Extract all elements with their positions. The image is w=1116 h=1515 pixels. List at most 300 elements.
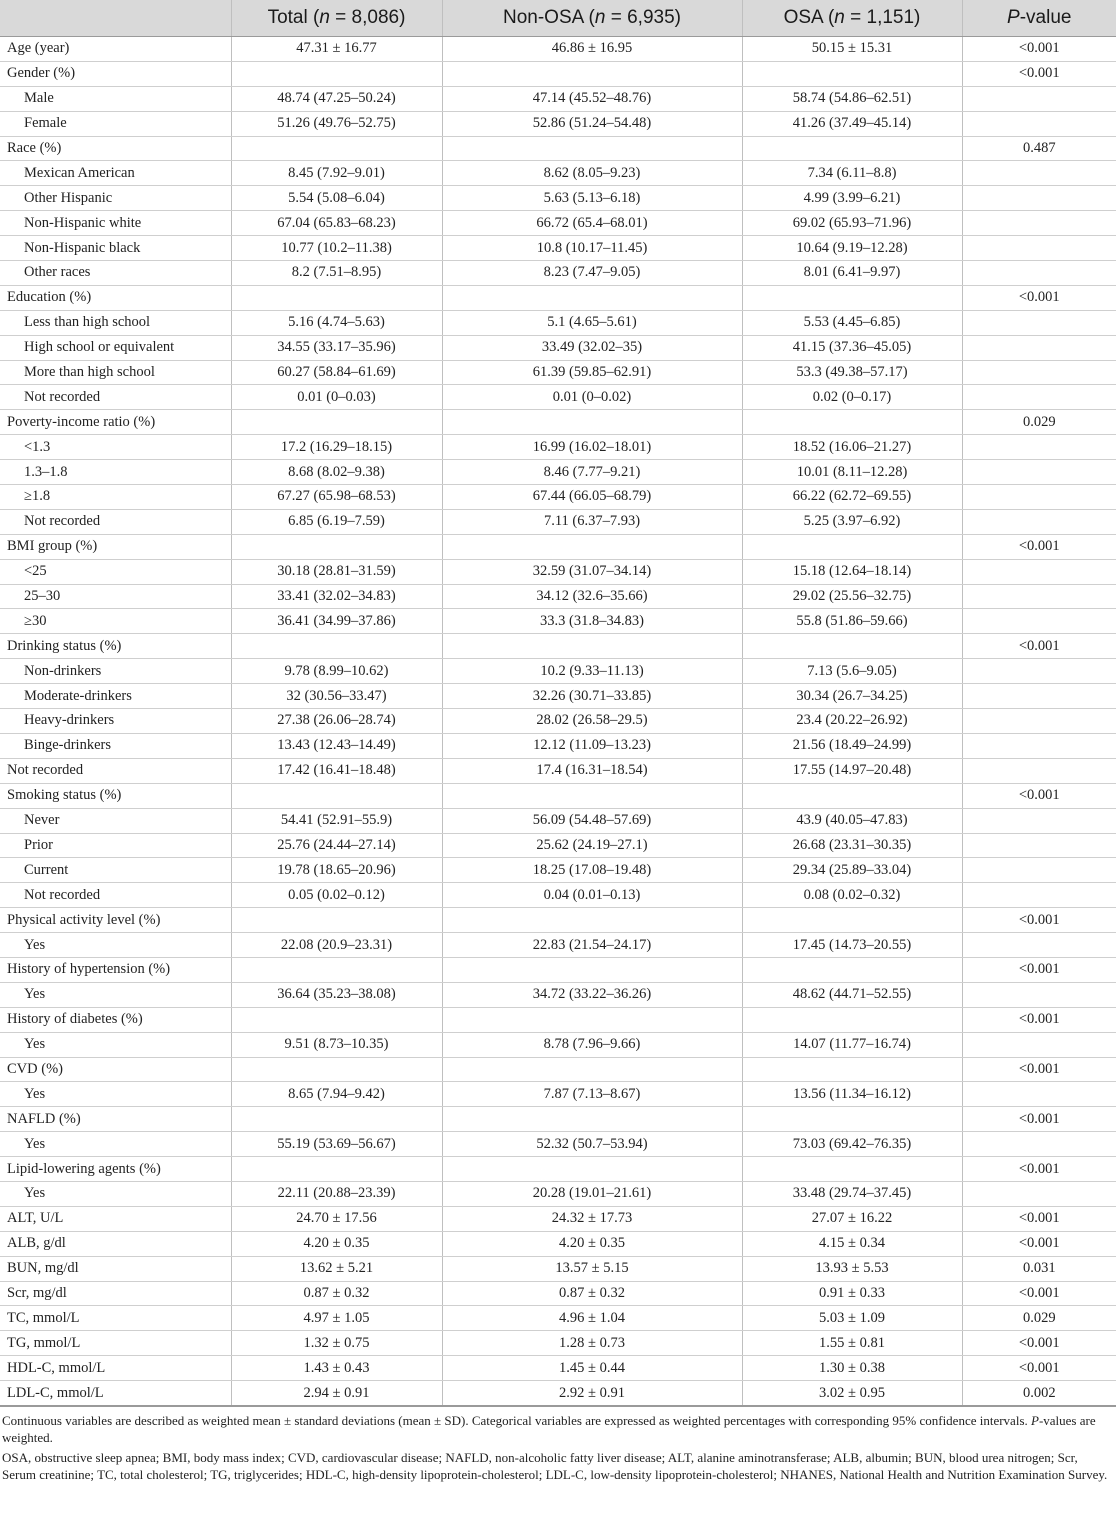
total-cell: 67.27 (65.98–68.53) bbox=[231, 485, 442, 510]
non-osa-cell: 32.59 (31.07–34.14) bbox=[442, 559, 742, 584]
p-value-cell: <0.001 bbox=[962, 1057, 1116, 1082]
non-osa-cell: 7.11 (6.37–7.93) bbox=[442, 509, 742, 534]
row-label: <1.3 bbox=[0, 435, 231, 460]
non-osa-cell: 8.23 (7.47–9.05) bbox=[442, 261, 742, 286]
table-row bbox=[0, 410, 1116, 435]
osa-cell bbox=[742, 1107, 962, 1132]
row-label: LDL-C, mmol/L bbox=[0, 1381, 231, 1406]
p-value-cell: <0.001 bbox=[962, 1107, 1116, 1132]
non-osa-cell: 18.25 (17.08–19.48) bbox=[442, 858, 742, 883]
p-value-cell bbox=[962, 758, 1116, 783]
p-value-cell bbox=[962, 933, 1116, 958]
row-label: Not recorded bbox=[0, 758, 231, 783]
row-label: Not recorded bbox=[0, 509, 231, 534]
total-cell: 48.74 (47.25–50.24) bbox=[231, 86, 442, 111]
row-label: Physical activity level (%) bbox=[0, 908, 231, 933]
table-row bbox=[0, 61, 1116, 86]
osa-cell: 8.01 (6.41–9.97) bbox=[742, 261, 962, 286]
osa-cell bbox=[742, 534, 962, 559]
non-osa-cell: 13.57 ± 5.15 bbox=[442, 1256, 742, 1281]
osa-cell: 33.48 (29.74–37.45) bbox=[742, 1181, 962, 1206]
non-osa-cell: 7.87 (7.13–8.67) bbox=[442, 1082, 742, 1107]
p-value-cell bbox=[962, 659, 1116, 684]
row-label: ≥30 bbox=[0, 609, 231, 634]
row-label: Not recorded bbox=[0, 883, 231, 908]
row-label: Heavy-drinkers bbox=[0, 709, 231, 734]
osa-cell: 7.34 (6.11–8.8) bbox=[742, 161, 962, 186]
total-cell bbox=[231, 1057, 442, 1082]
p-value-cell bbox=[962, 883, 1116, 908]
p-value-cell: <0.001 bbox=[962, 1007, 1116, 1032]
osa-cell: 26.68 (23.31–30.35) bbox=[742, 833, 962, 858]
row-label: Scr, mg/dl bbox=[0, 1281, 231, 1306]
table-row bbox=[0, 360, 1116, 385]
p-value-cell: 0.487 bbox=[962, 136, 1116, 161]
osa-cell: 5.25 (3.97–6.92) bbox=[742, 509, 962, 534]
osa-cell: 1.30 ± 0.38 bbox=[742, 1356, 962, 1381]
table-row bbox=[0, 186, 1116, 211]
row-label: Drinking status (%) bbox=[0, 634, 231, 659]
osa-cell: 27.07 ± 16.22 bbox=[742, 1206, 962, 1231]
row-label: History of diabetes (%) bbox=[0, 1007, 231, 1032]
p-value-cell bbox=[962, 709, 1116, 734]
p-value-cell: 0.031 bbox=[962, 1256, 1116, 1281]
total-cell: 22.11 (20.88–23.39) bbox=[231, 1181, 442, 1206]
row-label: Lipid-lowering agents (%) bbox=[0, 1157, 231, 1182]
table-row bbox=[0, 1057, 1116, 1082]
table-row bbox=[0, 310, 1116, 335]
table-row bbox=[0, 957, 1116, 982]
osa-cell bbox=[742, 410, 962, 435]
osa-cell: 73.03 (69.42–76.35) bbox=[742, 1132, 962, 1157]
total-cell: 67.04 (65.83–68.23) bbox=[231, 211, 442, 236]
osa-cell: 10.64 (9.19–12.28) bbox=[742, 236, 962, 261]
p-value-cell bbox=[962, 236, 1116, 261]
total-cell bbox=[231, 136, 442, 161]
table-row bbox=[0, 211, 1116, 236]
row-label: Less than high school bbox=[0, 310, 231, 335]
row-label: Yes bbox=[0, 1032, 231, 1057]
p-value-cell bbox=[962, 186, 1116, 211]
p-value-cell bbox=[962, 858, 1116, 883]
table-row bbox=[0, 1007, 1116, 1032]
table-row bbox=[0, 783, 1116, 808]
row-label: Binge-drinkers bbox=[0, 733, 231, 758]
row-label: Current bbox=[0, 858, 231, 883]
p-value-cell bbox=[962, 808, 1116, 833]
row-label: Poverty-income ratio (%) bbox=[0, 410, 231, 435]
non-osa-cell bbox=[442, 1007, 742, 1032]
osa-cell: 66.22 (62.72–69.55) bbox=[742, 485, 962, 510]
table-row bbox=[0, 1231, 1116, 1256]
osa-cell bbox=[742, 136, 962, 161]
non-osa-cell: 8.78 (7.96–9.66) bbox=[442, 1032, 742, 1057]
total-cell bbox=[231, 1107, 442, 1132]
osa-cell bbox=[742, 1157, 962, 1182]
p-value-cell bbox=[962, 335, 1116, 360]
non-osa-cell: 1.45 ± 0.44 bbox=[442, 1356, 742, 1381]
osa-cell: 4.15 ± 0.34 bbox=[742, 1231, 962, 1256]
p-value-cell bbox=[962, 982, 1116, 1007]
table-row bbox=[0, 1157, 1116, 1182]
table-row bbox=[0, 161, 1116, 186]
row-label: BMI group (%) bbox=[0, 534, 231, 559]
non-osa-cell: 33.3 (31.8–34.83) bbox=[442, 609, 742, 634]
total-cell: 55.19 (53.69–56.67) bbox=[231, 1132, 442, 1157]
footnote-abbreviations: OSA, obstructive sleep apnea; BMI, body mass index; CVD, cardiovascular disease; NAFLD, non-alcoholic fatty liver disease; ALT, alanine aminotransferase; ALB, albumin; BUN, blood urea nitrogen; Scr, Serum creatinine; TC, total cholesterol; TG, triglycerides; HDL-C, high-density lipoprotein-cholesterol; LDL-C, low-density lipoprotein-cholesterol; NHANES, National Health and Nutrition Examination Survey. bbox=[2, 1449, 1108, 1482]
non-osa-cell: 0.04 (0.01–0.13) bbox=[442, 883, 742, 908]
osa-cell: 29.02 (25.56–32.75) bbox=[742, 584, 962, 609]
table-row bbox=[0, 534, 1116, 559]
p-value-cell bbox=[962, 1181, 1116, 1206]
p-value-cell: <0.001 bbox=[962, 1331, 1116, 1356]
total-cell: 8.45 (7.92–9.01) bbox=[231, 161, 442, 186]
total-cell: 9.78 (8.99–10.62) bbox=[231, 659, 442, 684]
osa-cell: 0.91 ± 0.33 bbox=[742, 1281, 962, 1306]
osa-cell: 15.18 (12.64–18.14) bbox=[742, 559, 962, 584]
total-cell: 13.43 (12.43–14.49) bbox=[231, 733, 442, 758]
total-cell: 17.42 (16.41–18.48) bbox=[231, 758, 442, 783]
table-row bbox=[0, 1206, 1116, 1231]
p-value-cell: 0.029 bbox=[962, 1306, 1116, 1331]
table-row bbox=[0, 609, 1116, 634]
row-label: 25–30 bbox=[0, 584, 231, 609]
table-row bbox=[0, 883, 1116, 908]
row-label: HDL-C, mmol/L bbox=[0, 1356, 231, 1381]
header-non-osa: Non-OSA (n = 6,935) bbox=[442, 0, 742, 37]
p-value-cell: <0.001 bbox=[962, 1231, 1116, 1256]
row-label: TC, mmol/L bbox=[0, 1306, 231, 1331]
non-osa-cell: 47.14 (45.52–48.76) bbox=[442, 86, 742, 111]
row-label: Not recorded bbox=[0, 385, 231, 410]
osa-cell: 29.34 (25.89–33.04) bbox=[742, 858, 962, 883]
p-value-cell bbox=[962, 211, 1116, 236]
total-cell bbox=[231, 285, 442, 310]
osa-cell bbox=[742, 783, 962, 808]
table-row bbox=[0, 485, 1116, 510]
non-osa-cell bbox=[442, 1107, 742, 1132]
non-osa-cell: 17.4 (16.31–18.54) bbox=[442, 758, 742, 783]
p-value-cell bbox=[962, 509, 1116, 534]
footnote-methods: Continuous variables are described as weighted mean ± standard deviations (mean ± SD). Categorical variables are expressed as weighted percentages with corresponding 95% confidence intervals. P-values are weighted. bbox=[2, 1412, 1096, 1445]
total-cell: 1.32 ± 0.75 bbox=[231, 1331, 442, 1356]
total-cell bbox=[231, 908, 442, 933]
table-row bbox=[0, 1381, 1116, 1406]
p-value-cell: <0.001 bbox=[962, 1356, 1116, 1381]
p-value-cell bbox=[962, 559, 1116, 584]
total-cell bbox=[231, 634, 442, 659]
non-osa-cell: 2.92 ± 0.91 bbox=[442, 1381, 742, 1406]
non-osa-cell: 34.72 (33.22–36.26) bbox=[442, 982, 742, 1007]
osa-cell: 3.02 ± 0.95 bbox=[742, 1381, 962, 1406]
p-value-cell bbox=[962, 435, 1116, 460]
row-label: History of hypertension (%) bbox=[0, 957, 231, 982]
p-value-cell bbox=[962, 161, 1116, 186]
non-osa-cell bbox=[442, 410, 742, 435]
header-p-value: P-value bbox=[962, 0, 1116, 37]
table-row bbox=[0, 236, 1116, 261]
total-cell: 8.68 (8.02–9.38) bbox=[231, 460, 442, 485]
total-cell: 0.05 (0.02–0.12) bbox=[231, 883, 442, 908]
osa-cell bbox=[742, 908, 962, 933]
p-value-cell bbox=[962, 485, 1116, 510]
p-value-cell: <0.001 bbox=[962, 61, 1116, 86]
osa-cell: 17.55 (14.97–20.48) bbox=[742, 758, 962, 783]
table-row bbox=[0, 1132, 1116, 1157]
total-cell bbox=[231, 783, 442, 808]
table-row bbox=[0, 435, 1116, 460]
non-osa-cell: 10.8 (10.17–11.45) bbox=[442, 236, 742, 261]
total-cell: 36.64 (35.23–38.08) bbox=[231, 982, 442, 1007]
total-cell: 24.70 ± 17.56 bbox=[231, 1206, 442, 1231]
p-value-cell: <0.001 bbox=[962, 634, 1116, 659]
table-row bbox=[0, 908, 1116, 933]
table-row bbox=[0, 659, 1116, 684]
osa-cell: 41.15 (37.36–45.05) bbox=[742, 335, 962, 360]
table-body bbox=[0, 37, 1116, 1406]
total-cell: 8.2 (7.51–8.95) bbox=[231, 261, 442, 286]
osa-cell: 5.53 (4.45–6.85) bbox=[742, 310, 962, 335]
osa-cell: 13.93 ± 5.53 bbox=[742, 1256, 962, 1281]
p-value-cell: <0.001 bbox=[962, 908, 1116, 933]
table-row bbox=[0, 385, 1116, 410]
total-cell: 51.26 (49.76–52.75) bbox=[231, 111, 442, 136]
osa-cell: 53.3 (49.38–57.17) bbox=[742, 360, 962, 385]
total-cell bbox=[231, 410, 442, 435]
table-row bbox=[0, 559, 1116, 584]
table-row bbox=[0, 858, 1116, 883]
non-osa-cell: 32.26 (30.71–33.85) bbox=[442, 684, 742, 709]
osa-cell: 23.4 (20.22–26.92) bbox=[742, 709, 962, 734]
total-cell: 33.41 (32.02–34.83) bbox=[231, 584, 442, 609]
p-value-cell bbox=[962, 460, 1116, 485]
table-row bbox=[0, 709, 1116, 734]
header-total: Total (n = 8,086) bbox=[231, 0, 442, 37]
p-value-cell bbox=[962, 609, 1116, 634]
row-label: <25 bbox=[0, 559, 231, 584]
osa-cell: 41.26 (37.49–45.14) bbox=[742, 111, 962, 136]
row-label: Education (%) bbox=[0, 285, 231, 310]
total-cell bbox=[231, 61, 442, 86]
row-label: ALB, g/dl bbox=[0, 1231, 231, 1256]
non-osa-cell bbox=[442, 61, 742, 86]
non-osa-cell bbox=[442, 634, 742, 659]
table-row bbox=[0, 509, 1116, 534]
p-value-cell bbox=[962, 1032, 1116, 1057]
p-value-cell: <0.001 bbox=[962, 783, 1116, 808]
total-cell: 4.20 ± 0.35 bbox=[231, 1231, 442, 1256]
row-label: Prior bbox=[0, 833, 231, 858]
p-value-cell bbox=[962, 385, 1116, 410]
row-label: Other Hispanic bbox=[0, 186, 231, 211]
osa-cell: 5.03 ± 1.09 bbox=[742, 1306, 962, 1331]
total-cell: 19.78 (18.65–20.96) bbox=[231, 858, 442, 883]
row-label: ALT, U/L bbox=[0, 1206, 231, 1231]
table-row bbox=[0, 111, 1116, 136]
total-cell: 2.94 ± 0.91 bbox=[231, 1381, 442, 1406]
non-osa-cell: 66.72 (65.4–68.01) bbox=[442, 211, 742, 236]
table-row bbox=[0, 1281, 1116, 1306]
non-osa-cell: 52.86 (51.24–54.48) bbox=[442, 111, 742, 136]
table-row bbox=[0, 1082, 1116, 1107]
row-label: Never bbox=[0, 808, 231, 833]
non-osa-cell: 61.39 (59.85–62.91) bbox=[442, 360, 742, 385]
non-osa-cell: 1.28 ± 0.73 bbox=[442, 1331, 742, 1356]
row-label: Yes bbox=[0, 1181, 231, 1206]
non-osa-cell bbox=[442, 136, 742, 161]
total-cell: 8.65 (7.94–9.42) bbox=[231, 1082, 442, 1107]
osa-cell: 50.15 ± 15.31 bbox=[742, 37, 962, 62]
table-row bbox=[0, 1331, 1116, 1356]
non-osa-cell: 4.20 ± 0.35 bbox=[442, 1231, 742, 1256]
osa-cell: 4.99 (3.99–6.21) bbox=[742, 186, 962, 211]
non-osa-cell: 46.86 ± 16.95 bbox=[442, 37, 742, 62]
osa-cell: 21.56 (18.49–24.99) bbox=[742, 733, 962, 758]
non-osa-cell: 28.02 (26.58–29.5) bbox=[442, 709, 742, 734]
osa-cell: 7.13 (5.6–9.05) bbox=[742, 659, 962, 684]
table-row bbox=[0, 1107, 1116, 1132]
non-osa-cell: 56.09 (54.48–57.69) bbox=[442, 808, 742, 833]
row-label: ≥1.8 bbox=[0, 485, 231, 510]
row-label: 1.3–1.8 bbox=[0, 460, 231, 485]
osa-cell: 1.55 ± 0.81 bbox=[742, 1331, 962, 1356]
table-row bbox=[0, 1306, 1116, 1331]
row-label: NAFLD (%) bbox=[0, 1107, 231, 1132]
non-osa-cell: 5.63 (5.13–6.18) bbox=[442, 186, 742, 211]
row-label: Yes bbox=[0, 1132, 231, 1157]
osa-cell bbox=[742, 634, 962, 659]
total-cell: 54.41 (52.91–55.9) bbox=[231, 808, 442, 833]
p-value-cell: <0.001 bbox=[962, 1157, 1116, 1182]
table-row bbox=[0, 37, 1116, 62]
table-row bbox=[0, 808, 1116, 833]
non-osa-cell: 67.44 (66.05–68.79) bbox=[442, 485, 742, 510]
p-value-cell bbox=[962, 261, 1116, 286]
total-cell: 1.43 ± 0.43 bbox=[231, 1356, 442, 1381]
table-row bbox=[0, 86, 1116, 111]
p-value-cell: <0.001 bbox=[962, 285, 1116, 310]
total-cell: 0.01 (0–0.03) bbox=[231, 385, 442, 410]
row-label: Non-Hispanic black bbox=[0, 236, 231, 261]
non-osa-cell: 34.12 (32.6–35.66) bbox=[442, 584, 742, 609]
total-cell bbox=[231, 534, 442, 559]
row-label: CVD (%) bbox=[0, 1057, 231, 1082]
osa-cell: 18.52 (16.06–21.27) bbox=[742, 435, 962, 460]
p-value-cell bbox=[962, 111, 1116, 136]
total-cell: 17.2 (16.29–18.15) bbox=[231, 435, 442, 460]
total-cell: 13.62 ± 5.21 bbox=[231, 1256, 442, 1281]
osa-cell: 0.02 (0–0.17) bbox=[742, 385, 962, 410]
row-label: Other races bbox=[0, 261, 231, 286]
row-label: Yes bbox=[0, 982, 231, 1007]
row-label: BUN, mg/dl bbox=[0, 1256, 231, 1281]
total-cell: 47.31 ± 16.77 bbox=[231, 37, 442, 62]
total-cell bbox=[231, 1157, 442, 1182]
total-cell: 22.08 (20.9–23.31) bbox=[231, 933, 442, 958]
non-osa-cell: 20.28 (19.01–21.61) bbox=[442, 1181, 742, 1206]
non-osa-cell: 24.32 ± 17.73 bbox=[442, 1206, 742, 1231]
osa-cell: 30.34 (26.7–34.25) bbox=[742, 684, 962, 709]
p-value-cell bbox=[962, 833, 1116, 858]
p-value-cell bbox=[962, 86, 1116, 111]
total-cell: 36.41 (34.99–37.86) bbox=[231, 609, 442, 634]
osa-cell bbox=[742, 957, 962, 982]
total-cell: 9.51 (8.73–10.35) bbox=[231, 1032, 442, 1057]
osa-cell bbox=[742, 1057, 962, 1082]
osa-cell: 10.01 (8.11–12.28) bbox=[742, 460, 962, 485]
osa-cell: 58.74 (54.86–62.51) bbox=[742, 86, 962, 111]
p-value-cell: <0.001 bbox=[962, 37, 1116, 62]
total-cell: 5.16 (4.74–5.63) bbox=[231, 310, 442, 335]
total-cell: 25.76 (24.44–27.14) bbox=[231, 833, 442, 858]
table-row bbox=[0, 982, 1116, 1007]
non-osa-cell: 0.01 (0–0.02) bbox=[442, 385, 742, 410]
row-label: Non-Hispanic white bbox=[0, 211, 231, 236]
osa-cell: 55.8 (51.86–59.66) bbox=[742, 609, 962, 634]
total-cell: 30.18 (28.81–31.59) bbox=[231, 559, 442, 584]
table-row bbox=[0, 1032, 1116, 1057]
p-value-cell bbox=[962, 733, 1116, 758]
table-header-row bbox=[0, 0, 1116, 37]
total-cell: 4.97 ± 1.05 bbox=[231, 1306, 442, 1331]
row-label: Male bbox=[0, 86, 231, 111]
table-row bbox=[0, 460, 1116, 485]
row-label: TG, mmol/L bbox=[0, 1331, 231, 1356]
p-value-cell: <0.001 bbox=[962, 1281, 1116, 1306]
header-osa: OSA (n = 1,151) bbox=[742, 0, 962, 37]
p-value-cell bbox=[962, 1082, 1116, 1107]
p-value-cell: 0.002 bbox=[962, 1381, 1116, 1406]
p-value-cell bbox=[962, 584, 1116, 609]
total-cell: 5.54 (5.08–6.04) bbox=[231, 186, 442, 211]
table-row bbox=[0, 261, 1116, 286]
osa-cell: 17.45 (14.73–20.55) bbox=[742, 933, 962, 958]
osa-cell: 13.56 (11.34–16.12) bbox=[742, 1082, 962, 1107]
total-cell: 6.85 (6.19–7.59) bbox=[231, 509, 442, 534]
osa-cell: 69.02 (65.93–71.96) bbox=[742, 211, 962, 236]
non-osa-cell bbox=[442, 534, 742, 559]
total-cell bbox=[231, 1007, 442, 1032]
total-cell: 0.87 ± 0.32 bbox=[231, 1281, 442, 1306]
row-label: Yes bbox=[0, 1082, 231, 1107]
table-row bbox=[0, 733, 1116, 758]
p-value-cell: <0.001 bbox=[962, 957, 1116, 982]
total-cell bbox=[231, 957, 442, 982]
non-osa-cell: 25.62 (24.19–27.1) bbox=[442, 833, 742, 858]
osa-cell bbox=[742, 285, 962, 310]
osa-cell: 0.08 (0.02–0.32) bbox=[742, 883, 962, 908]
p-value-cell bbox=[962, 360, 1116, 385]
non-osa-cell: 4.96 ± 1.04 bbox=[442, 1306, 742, 1331]
total-cell: 27.38 (26.06–28.74) bbox=[231, 709, 442, 734]
total-cell: 10.77 (10.2–11.38) bbox=[231, 236, 442, 261]
row-label: Moderate-drinkers bbox=[0, 684, 231, 709]
p-value-cell: 0.029 bbox=[962, 410, 1116, 435]
osa-cell: 48.62 (44.71–52.55) bbox=[742, 982, 962, 1007]
p-value-cell: <0.001 bbox=[962, 1206, 1116, 1231]
osa-cell bbox=[742, 1007, 962, 1032]
table-row bbox=[0, 1356, 1116, 1381]
non-osa-cell bbox=[442, 783, 742, 808]
table-row bbox=[0, 758, 1116, 783]
table-row bbox=[0, 634, 1116, 659]
non-osa-cell: 5.1 (4.65–5.61) bbox=[442, 310, 742, 335]
non-osa-cell bbox=[442, 1157, 742, 1182]
header-variable bbox=[0, 0, 231, 37]
table-row bbox=[0, 933, 1116, 958]
table-row bbox=[0, 1256, 1116, 1281]
osa-cell bbox=[742, 61, 962, 86]
